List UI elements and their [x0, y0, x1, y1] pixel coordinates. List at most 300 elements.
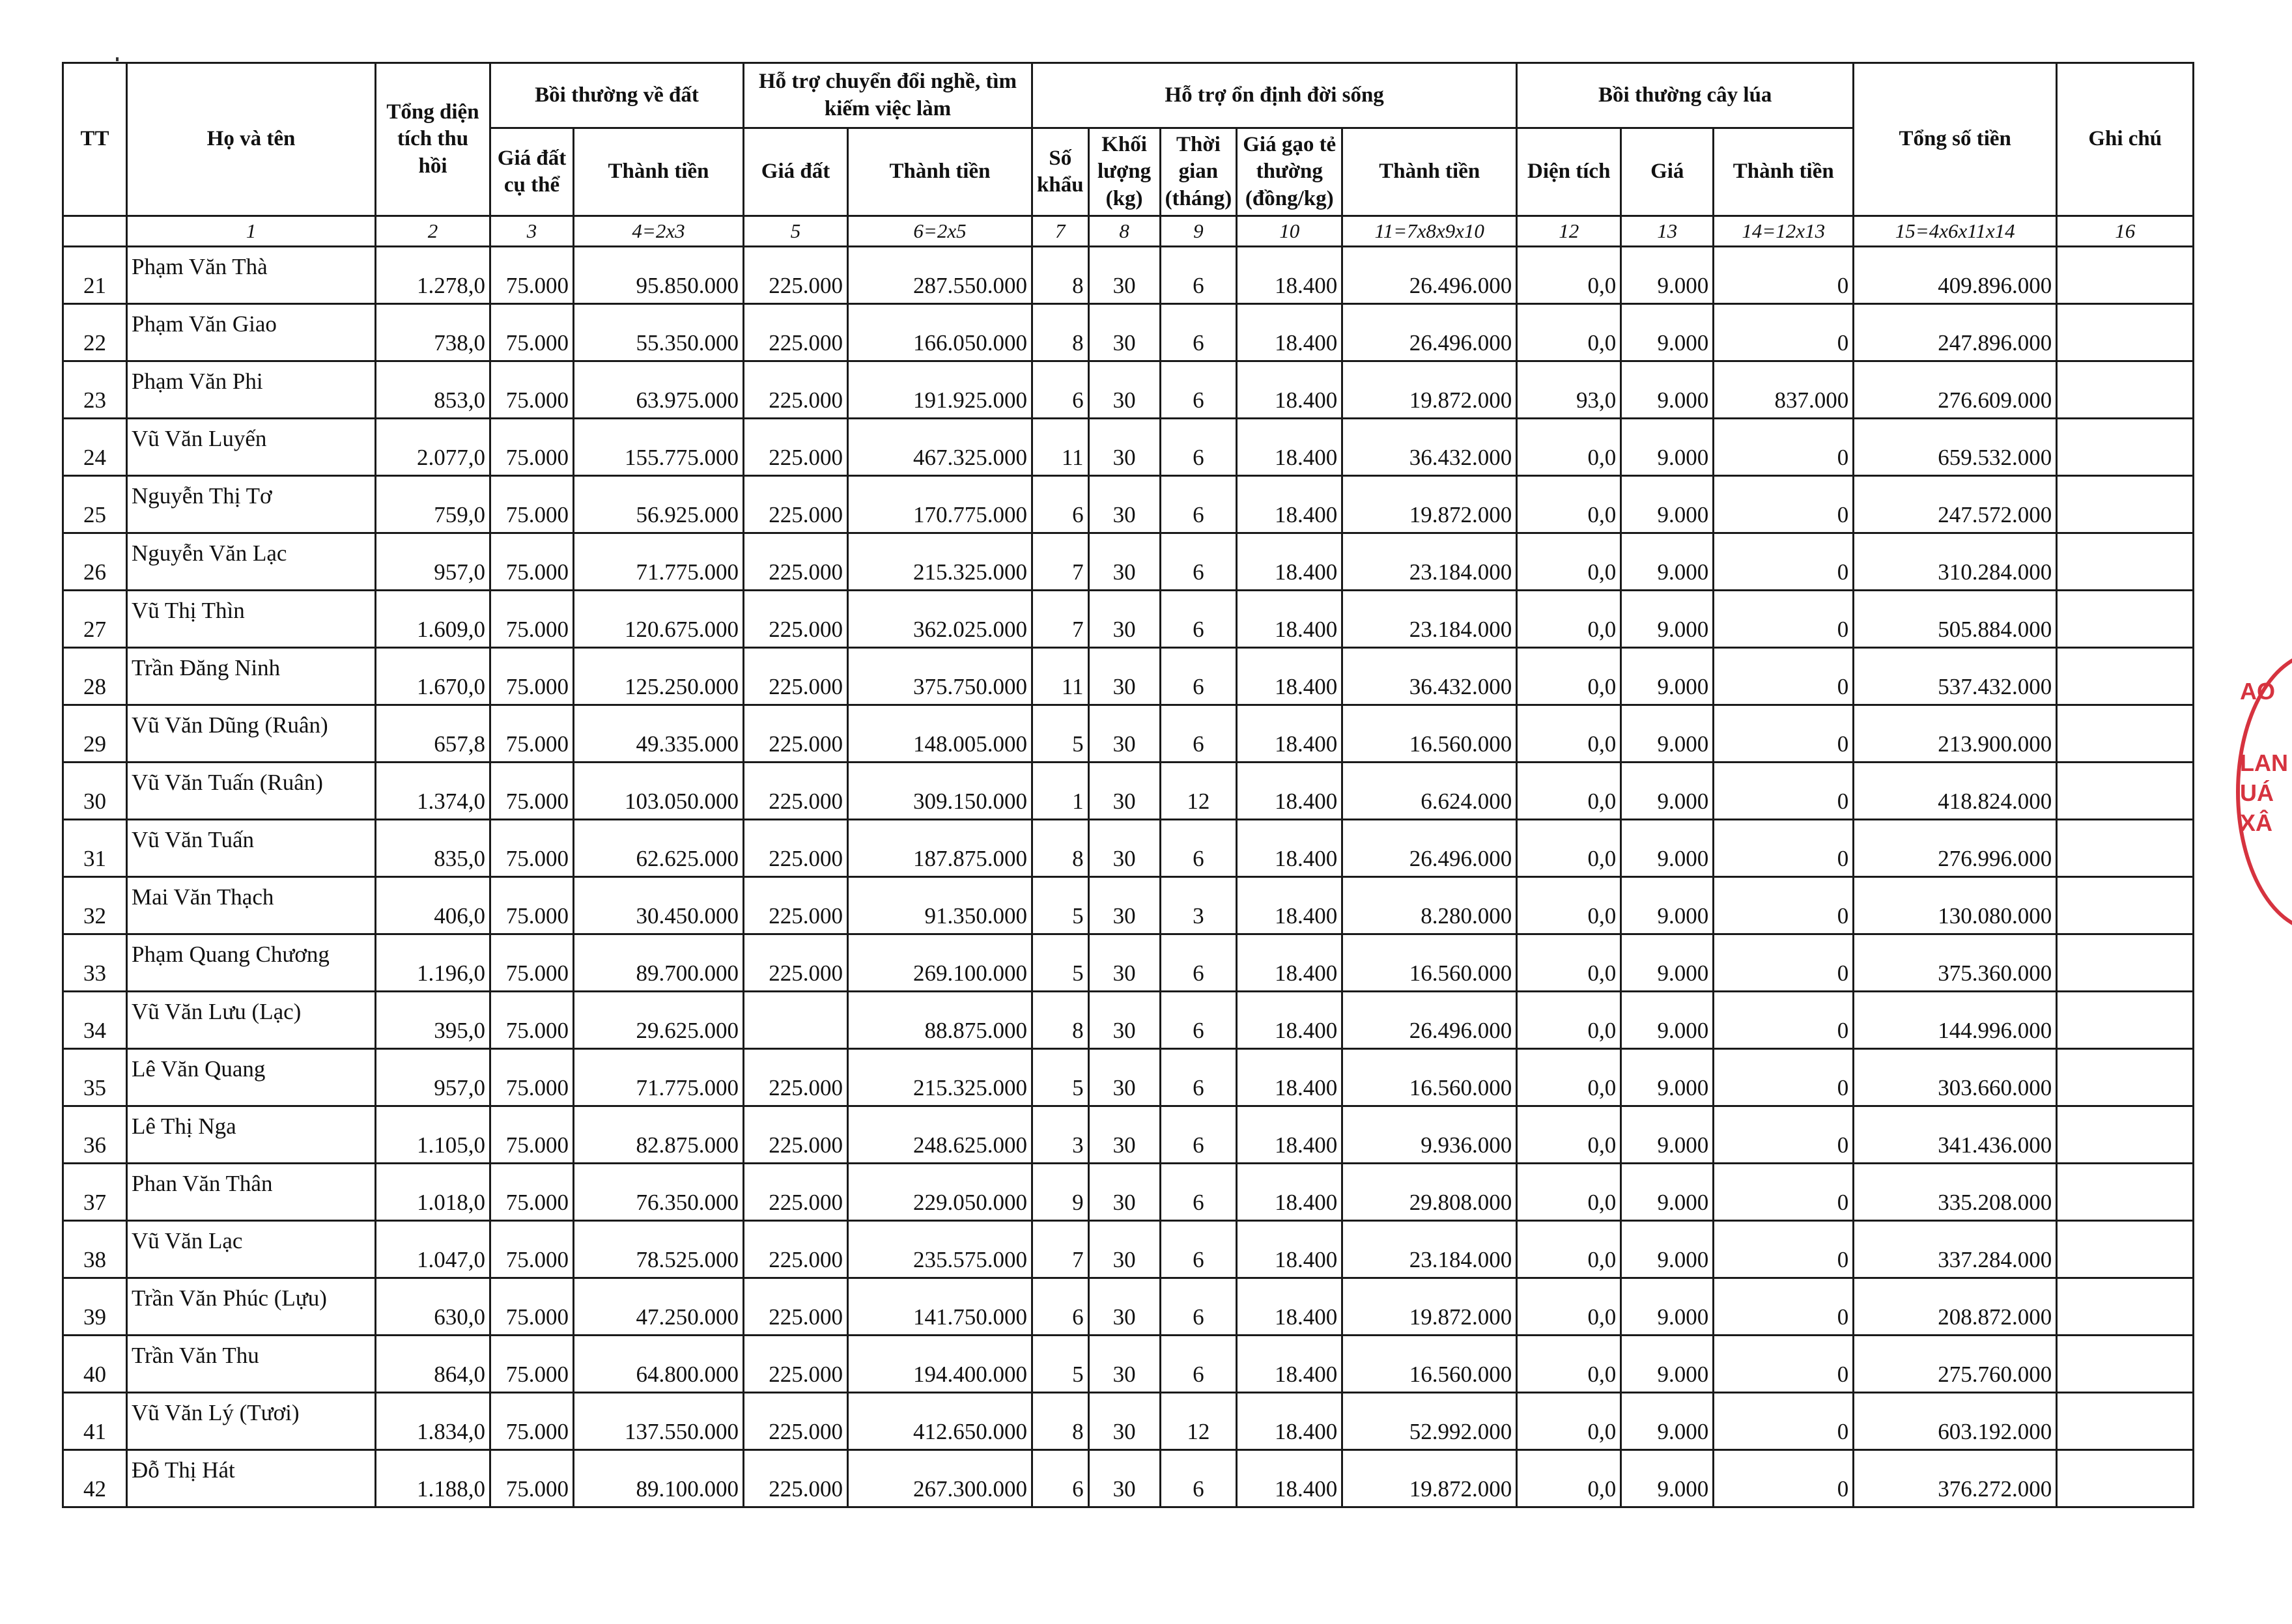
- cell-months: 6: [1160, 419, 1237, 476]
- header-crop-group: Bồi thường cây lúa: [1517, 63, 1854, 128]
- cell-land-price: 75.000: [490, 247, 574, 304]
- cell-land-amount: 63.975.000: [574, 361, 744, 419]
- table-row: [63, 361, 2194, 419]
- table-row: [63, 934, 2194, 992]
- header-crop-price: Giá: [1621, 128, 1714, 216]
- cell-job-price: 225.000: [744, 820, 848, 877]
- cell-crop-area: 0,0: [1517, 247, 1621, 304]
- cell-total-area: 1.609,0: [376, 591, 490, 648]
- cell-rice-price: 18.400: [1237, 934, 1342, 992]
- cell-total: 537.432.000: [1854, 648, 2057, 705]
- cell-crop-amount: 837.000: [1714, 361, 1854, 419]
- cell-weight: 30: [1088, 1450, 1160, 1507]
- cell-crop-price: 9.000: [1621, 1393, 1714, 1450]
- cell-name: Vũ Thị Thìn: [127, 591, 376, 648]
- cell-land-price: 75.000: [490, 820, 574, 877]
- cell-name: Vũ Văn Luyến: [127, 419, 376, 476]
- cell-rice-price: 18.400: [1237, 820, 1342, 877]
- cell-crop-amount: 0: [1714, 992, 1854, 1049]
- cell-land-price: 75.000: [490, 1221, 574, 1278]
- cell-rice-price: 18.400: [1237, 705, 1342, 763]
- cell-weight: 30: [1088, 247, 1160, 304]
- cell-rice-price: 18.400: [1237, 1049, 1342, 1106]
- cell-land-amount: 64.800.000: [574, 1336, 744, 1393]
- column-index-cell: 7: [1032, 216, 1089, 247]
- cell-tt: 34: [63, 992, 127, 1049]
- cell-land-price: 75.000: [490, 648, 574, 705]
- cell-persons: 5: [1032, 934, 1089, 992]
- cell-persons: 8: [1032, 304, 1089, 361]
- cell-total: 130.080.000: [1854, 877, 2057, 934]
- cell-crop-area: 0,0: [1517, 1393, 1621, 1450]
- cell-land-amount: 62.625.000: [574, 820, 744, 877]
- cell-crop-amount: 0: [1714, 1278, 1854, 1336]
- cell-crop-amount: 0: [1714, 247, 1854, 304]
- cell-crop-area: 93,0: [1517, 361, 1621, 419]
- cell-note: [2057, 992, 2194, 1049]
- table-row: [63, 533, 2194, 591]
- cell-total-area: 657,8: [376, 705, 490, 763]
- cell-life-amount: 8.280.000: [1342, 877, 1517, 934]
- cell-life-amount: 6.624.000: [1342, 763, 1517, 820]
- cell-tt: 33: [63, 934, 127, 992]
- cell-name: Phạm Văn Thà: [127, 247, 376, 304]
- table-row: [63, 648, 2194, 705]
- cell-total: 376.272.000: [1854, 1450, 2057, 1507]
- header-job-price: Giá đất: [744, 128, 848, 216]
- cell-rice-price: 18.400: [1237, 1278, 1342, 1336]
- cell-land-amount: 95.850.000: [574, 247, 744, 304]
- cell-tt: 32: [63, 877, 127, 934]
- cell-crop-price: 9.000: [1621, 705, 1714, 763]
- cell-name: Vũ Văn Lưu (Lạc): [127, 992, 376, 1049]
- cell-life-amount: 19.872.000: [1342, 1450, 1517, 1507]
- header-life-group: Hỗ trợ ổn định đời sống: [1032, 63, 1517, 128]
- seal-text-1: AO: [2240, 678, 2275, 705]
- header-months: Thời gian (tháng): [1160, 128, 1237, 216]
- table-row: [63, 304, 2194, 361]
- column-index-cell: [63, 216, 127, 247]
- cell-tt: 30: [63, 763, 127, 820]
- red-seal-stamp: [2224, 651, 2292, 925]
- cell-land-price: 75.000: [490, 934, 574, 992]
- cell-rice-price: 18.400: [1237, 1106, 1342, 1164]
- cell-total-area: 2.077,0: [376, 419, 490, 476]
- cell-crop-area: 0,0: [1517, 533, 1621, 591]
- cell-months: 6: [1160, 1336, 1237, 1393]
- cell-rice-price: 18.400: [1237, 877, 1342, 934]
- cell-total: 276.996.000: [1854, 820, 2057, 877]
- cell-land-price: 75.000: [490, 1106, 574, 1164]
- cell-crop-price: 9.000: [1621, 763, 1714, 820]
- cell-tt: 24: [63, 419, 127, 476]
- header-life-amount: Thành tiền: [1342, 128, 1517, 216]
- cell-total-area: 1.047,0: [376, 1221, 490, 1278]
- cell-persons: 8: [1032, 820, 1089, 877]
- cell-crop-amount: 0: [1714, 1221, 1854, 1278]
- table-body: [63, 247, 2194, 1507]
- cell-crop-price: 9.000: [1621, 1336, 1714, 1393]
- cell-rice-price: 18.400: [1237, 1336, 1342, 1393]
- cell-months: 6: [1160, 1049, 1237, 1106]
- cell-land-amount: 71.775.000: [574, 533, 744, 591]
- cell-persons: 8: [1032, 992, 1089, 1049]
- cell-name: Phan Văn Thân: [127, 1164, 376, 1221]
- table-row: [63, 476, 2194, 533]
- compensation-table: [62, 62, 2194, 1508]
- cell-job-price: [744, 992, 848, 1049]
- cell-job-amount: 235.575.000: [848, 1221, 1032, 1278]
- header-crop-area: Diện tích: [1517, 128, 1621, 216]
- cell-crop-amount: 0: [1714, 763, 1854, 820]
- cell-land-amount: 89.700.000: [574, 934, 744, 992]
- cell-total: 505.884.000: [1854, 591, 2057, 648]
- cell-note: [2057, 1049, 2194, 1106]
- cell-months: 6: [1160, 1106, 1237, 1164]
- cell-land-price: 75.000: [490, 992, 574, 1049]
- header-land-amount: Thành tiền: [574, 128, 744, 216]
- cell-total: 208.872.000: [1854, 1278, 2057, 1336]
- cell-job-price: 225.000: [744, 763, 848, 820]
- cell-life-amount: 9.936.000: [1342, 1106, 1517, 1164]
- cell-rice-price: 18.400: [1237, 1393, 1342, 1450]
- cell-name: Mai Văn Thạch: [127, 877, 376, 934]
- cell-job-price: 225.000: [744, 1393, 848, 1450]
- cell-rice-price: 18.400: [1237, 533, 1342, 591]
- cell-persons: 5: [1032, 1049, 1089, 1106]
- cell-job-amount: 267.300.000: [848, 1450, 1032, 1507]
- cell-note: [2057, 1164, 2194, 1221]
- cell-crop-area: 0,0: [1517, 419, 1621, 476]
- cell-land-amount: 103.050.000: [574, 763, 744, 820]
- cell-crop-price: 9.000: [1621, 361, 1714, 419]
- cell-life-amount: 19.872.000: [1342, 1278, 1517, 1336]
- cell-crop-price: 9.000: [1621, 648, 1714, 705]
- cell-weight: 30: [1088, 1164, 1160, 1221]
- cell-total-area: 1.188,0: [376, 1450, 490, 1507]
- cell-rice-price: 18.400: [1237, 591, 1342, 648]
- cell-rice-price: 18.400: [1237, 419, 1342, 476]
- table-row: [63, 419, 2194, 476]
- cell-rice-price: 18.400: [1237, 992, 1342, 1049]
- cell-job-amount: 215.325.000: [848, 533, 1032, 591]
- cell-land-price: 75.000: [490, 1164, 574, 1221]
- cell-note: [2057, 1106, 2194, 1164]
- cell-persons: 6: [1032, 1278, 1089, 1336]
- column-index-cell: 1: [127, 216, 376, 247]
- cell-job-amount: 269.100.000: [848, 934, 1032, 992]
- cell-crop-amount: 0: [1714, 1049, 1854, 1106]
- cell-crop-area: 0,0: [1517, 820, 1621, 877]
- cell-name: Vũ Văn Lý (Tươi): [127, 1393, 376, 1450]
- column-index-cell: 15=4x6x11x14: [1854, 216, 2057, 247]
- scan-mark: [116, 57, 119, 61]
- cell-persons: 5: [1032, 705, 1089, 763]
- cell-weight: 30: [1088, 1336, 1160, 1393]
- cell-land-price: 75.000: [490, 763, 574, 820]
- cell-crop-area: 0,0: [1517, 1278, 1621, 1336]
- cell-name: Lê Thị Nga: [127, 1106, 376, 1164]
- cell-persons: 9: [1032, 1164, 1089, 1221]
- cell-crop-area: 0,0: [1517, 1450, 1621, 1507]
- cell-crop-amount: 0: [1714, 419, 1854, 476]
- cell-crop-area: 0,0: [1517, 304, 1621, 361]
- cell-total: 335.208.000: [1854, 1164, 2057, 1221]
- header-name: Họ và tên: [127, 63, 376, 216]
- cell-note: [2057, 1393, 2194, 1450]
- cell-tt: 31: [63, 820, 127, 877]
- cell-job-price: 225.000: [744, 419, 848, 476]
- cell-total: 337.284.000: [1854, 1221, 2057, 1278]
- cell-weight: 30: [1088, 763, 1160, 820]
- cell-job-price: 225.000: [744, 934, 848, 992]
- cell-total: 247.572.000: [1854, 476, 2057, 533]
- cell-total: 275.760.000: [1854, 1336, 2057, 1393]
- header-total: Tổng số tiền: [1854, 63, 2057, 216]
- column-index-cell: 2: [376, 216, 490, 247]
- cell-weight: 30: [1088, 533, 1160, 591]
- cell-crop-area: 0,0: [1517, 934, 1621, 992]
- cell-persons: 1: [1032, 763, 1089, 820]
- cell-persons: 7: [1032, 1221, 1089, 1278]
- cell-rice-price: 18.400: [1237, 247, 1342, 304]
- cell-weight: 30: [1088, 877, 1160, 934]
- cell-total: 375.360.000: [1854, 934, 2057, 992]
- cell-persons: 3: [1032, 1106, 1089, 1164]
- cell-months: 6: [1160, 820, 1237, 877]
- cell-life-amount: 23.184.000: [1342, 1221, 1517, 1278]
- cell-months: 12: [1160, 763, 1237, 820]
- cell-note: [2057, 705, 2194, 763]
- cell-job-amount: 362.025.000: [848, 591, 1032, 648]
- cell-name: Phạm Văn Giao: [127, 304, 376, 361]
- seal-text-4: XÂ: [2240, 809, 2273, 836]
- cell-crop-area: 0,0: [1517, 1221, 1621, 1278]
- cell-persons: 7: [1032, 591, 1089, 648]
- cell-crop-price: 9.000: [1621, 1278, 1714, 1336]
- cell-life-amount: 36.432.000: [1342, 419, 1517, 476]
- cell-months: 6: [1160, 1450, 1237, 1507]
- cell-crop-price: 9.000: [1621, 1106, 1714, 1164]
- cell-weight: 30: [1088, 934, 1160, 992]
- cell-weight: 30: [1088, 1221, 1160, 1278]
- cell-land-price: 75.000: [490, 1278, 574, 1336]
- cell-crop-amount: 0: [1714, 533, 1854, 591]
- column-index-cell: 14=12x13: [1714, 216, 1854, 247]
- cell-land-price: 75.000: [490, 1450, 574, 1507]
- table-row: [63, 1106, 2194, 1164]
- cell-weight: 30: [1088, 476, 1160, 533]
- cell-total: 144.996.000: [1854, 992, 2057, 1049]
- cell-job-price: 225.000: [744, 304, 848, 361]
- cell-land-amount: 47.250.000: [574, 1278, 744, 1336]
- cell-crop-amount: 0: [1714, 648, 1854, 705]
- header-job-amount: Thành tiền: [848, 128, 1032, 216]
- cell-weight: 30: [1088, 419, 1160, 476]
- cell-months: 6: [1160, 705, 1237, 763]
- cell-crop-price: 9.000: [1621, 992, 1714, 1049]
- header-total-area: Tổng diện tích thu hồi: [376, 63, 490, 216]
- cell-total-area: 759,0: [376, 476, 490, 533]
- cell-land-price: 75.000: [490, 1049, 574, 1106]
- cell-tt: 22: [63, 304, 127, 361]
- cell-crop-price: 9.000: [1621, 476, 1714, 533]
- cell-life-amount: 26.496.000: [1342, 247, 1517, 304]
- cell-land-amount: 29.625.000: [574, 992, 744, 1049]
- cell-months: 6: [1160, 648, 1237, 705]
- cell-persons: 11: [1032, 648, 1089, 705]
- cell-crop-amount: 0: [1714, 1164, 1854, 1221]
- cell-crop-amount: 0: [1714, 1336, 1854, 1393]
- cell-crop-area: 0,0: [1517, 1336, 1621, 1393]
- cell-weight: 30: [1088, 1278, 1160, 1336]
- seal-text-3: UÁ: [2240, 779, 2274, 806]
- cell-crop-area: 0,0: [1517, 1049, 1621, 1106]
- cell-total: 247.896.000: [1854, 304, 2057, 361]
- cell-life-amount: 19.872.000: [1342, 361, 1517, 419]
- cell-job-price: 225.000: [744, 705, 848, 763]
- table-row: [63, 1164, 2194, 1221]
- cell-name: Trần Văn Phúc (Lựu): [127, 1278, 376, 1336]
- cell-months: 6: [1160, 1164, 1237, 1221]
- cell-crop-amount: 0: [1714, 820, 1854, 877]
- header-land-price: Giá đất cụ thể: [490, 128, 574, 216]
- table-row: [63, 591, 2194, 648]
- cell-crop-amount: 0: [1714, 877, 1854, 934]
- cell-rice-price: 18.400: [1237, 361, 1342, 419]
- cell-crop-area: 0,0: [1517, 476, 1621, 533]
- cell-crop-price: 9.000: [1621, 1221, 1714, 1278]
- cell-life-amount: 36.432.000: [1342, 648, 1517, 705]
- cell-name: Nguyễn Văn Lạc: [127, 533, 376, 591]
- cell-job-amount: 141.750.000: [848, 1278, 1032, 1336]
- cell-name: Vũ Văn Tuấn (Ruân): [127, 763, 376, 820]
- cell-crop-amount: 0: [1714, 591, 1854, 648]
- column-index-cell: 12: [1517, 216, 1621, 247]
- cell-note: [2057, 648, 2194, 705]
- cell-crop-area: 0,0: [1517, 1164, 1621, 1221]
- cell-weight: 30: [1088, 1106, 1160, 1164]
- cell-total-area: 1.105,0: [376, 1106, 490, 1164]
- cell-life-amount: 26.496.000: [1342, 820, 1517, 877]
- header-tt: TT: [63, 63, 127, 216]
- cell-weight: 30: [1088, 304, 1160, 361]
- cell-total-area: 630,0: [376, 1278, 490, 1336]
- cell-persons: 8: [1032, 1393, 1089, 1450]
- cell-job-price: 225.000: [744, 1278, 848, 1336]
- cell-crop-amount: 0: [1714, 476, 1854, 533]
- column-index-row: [63, 216, 2194, 247]
- cell-persons: 8: [1032, 247, 1089, 304]
- cell-note: [2057, 533, 2194, 591]
- cell-land-price: 75.000: [490, 1393, 574, 1450]
- cell-tt: 36: [63, 1106, 127, 1164]
- cell-weight: 30: [1088, 992, 1160, 1049]
- cell-tt: 28: [63, 648, 127, 705]
- cell-months: 6: [1160, 476, 1237, 533]
- cell-months: 6: [1160, 992, 1237, 1049]
- cell-land-price: 75.000: [490, 877, 574, 934]
- cell-tt: 37: [63, 1164, 127, 1221]
- cell-note: [2057, 877, 2194, 934]
- cell-rice-price: 18.400: [1237, 1450, 1342, 1507]
- cell-name: Đỗ Thị Hát: [127, 1450, 376, 1507]
- cell-weight: 30: [1088, 591, 1160, 648]
- cell-job-amount: 191.925.000: [848, 361, 1032, 419]
- cell-total-area: 1.670,0: [376, 648, 490, 705]
- cell-rice-price: 18.400: [1237, 648, 1342, 705]
- cell-job-amount: 91.350.000: [848, 877, 1032, 934]
- cell-life-amount: 23.184.000: [1342, 533, 1517, 591]
- column-index-cell: 13: [1621, 216, 1714, 247]
- cell-land-amount: 125.250.000: [574, 648, 744, 705]
- cell-tt: 38: [63, 1221, 127, 1278]
- cell-tt: 21: [63, 247, 127, 304]
- cell-total: 603.192.000: [1854, 1393, 2057, 1450]
- cell-total-area: 1.278,0: [376, 247, 490, 304]
- cell-life-amount: 26.496.000: [1342, 992, 1517, 1049]
- cell-note: [2057, 419, 2194, 476]
- table-row: [63, 992, 2194, 1049]
- cell-job-price: 225.000: [744, 361, 848, 419]
- cell-name: Nguyễn Thị Tơ: [127, 476, 376, 533]
- header-land-group: Bồi thường về đất: [490, 63, 744, 128]
- cell-total-area: 853,0: [376, 361, 490, 419]
- column-index-cell: 8: [1088, 216, 1160, 247]
- cell-note: [2057, 304, 2194, 361]
- cell-job-price: 225.000: [744, 1221, 848, 1278]
- cell-job-price: 225.000: [744, 591, 848, 648]
- cell-weight: 30: [1088, 820, 1160, 877]
- cell-land-price: 75.000: [490, 419, 574, 476]
- cell-total-area: 957,0: [376, 1049, 490, 1106]
- cell-land-amount: 56.925.000: [574, 476, 744, 533]
- cell-name: Trần Đăng Ninh: [127, 648, 376, 705]
- cell-months: 6: [1160, 1221, 1237, 1278]
- table-row: [63, 247, 2194, 304]
- cell-land-amount: 76.350.000: [574, 1164, 744, 1221]
- cell-total-area: 835,0: [376, 820, 490, 877]
- table-row: [63, 1393, 2194, 1450]
- header-weight: Khối lượng (kg): [1088, 128, 1160, 216]
- cell-total-area: 406,0: [376, 877, 490, 934]
- cell-land-amount: 55.350.000: [574, 304, 744, 361]
- cell-job-amount: 166.050.000: [848, 304, 1032, 361]
- cell-weight: 30: [1088, 1049, 1160, 1106]
- cell-months: 6: [1160, 934, 1237, 992]
- table-row: [63, 763, 2194, 820]
- cell-land-amount: 137.550.000: [574, 1393, 744, 1450]
- cell-tt: 29: [63, 705, 127, 763]
- cell-land-price: 75.000: [490, 304, 574, 361]
- cell-job-amount: 412.650.000: [848, 1393, 1032, 1450]
- cell-land-amount: 155.775.000: [574, 419, 744, 476]
- cell-crop-area: 0,0: [1517, 1106, 1621, 1164]
- cell-job-price: 225.000: [744, 648, 848, 705]
- cell-land-amount: 49.335.000: [574, 705, 744, 763]
- cell-total-area: 1.834,0: [376, 1393, 490, 1450]
- seal-text-2: LAN: [2240, 749, 2288, 776]
- cell-rice-price: 18.400: [1237, 1164, 1342, 1221]
- cell-crop-area: 0,0: [1517, 763, 1621, 820]
- cell-crop-price: 9.000: [1621, 1049, 1714, 1106]
- header-crop-amount: Thành tiền: [1714, 128, 1854, 216]
- cell-months: 6: [1160, 304, 1237, 361]
- cell-total: 659.532.000: [1854, 419, 2057, 476]
- cell-total-area: 395,0: [376, 992, 490, 1049]
- column-index-cell: 10: [1237, 216, 1342, 247]
- cell-crop-amount: 0: [1714, 304, 1854, 361]
